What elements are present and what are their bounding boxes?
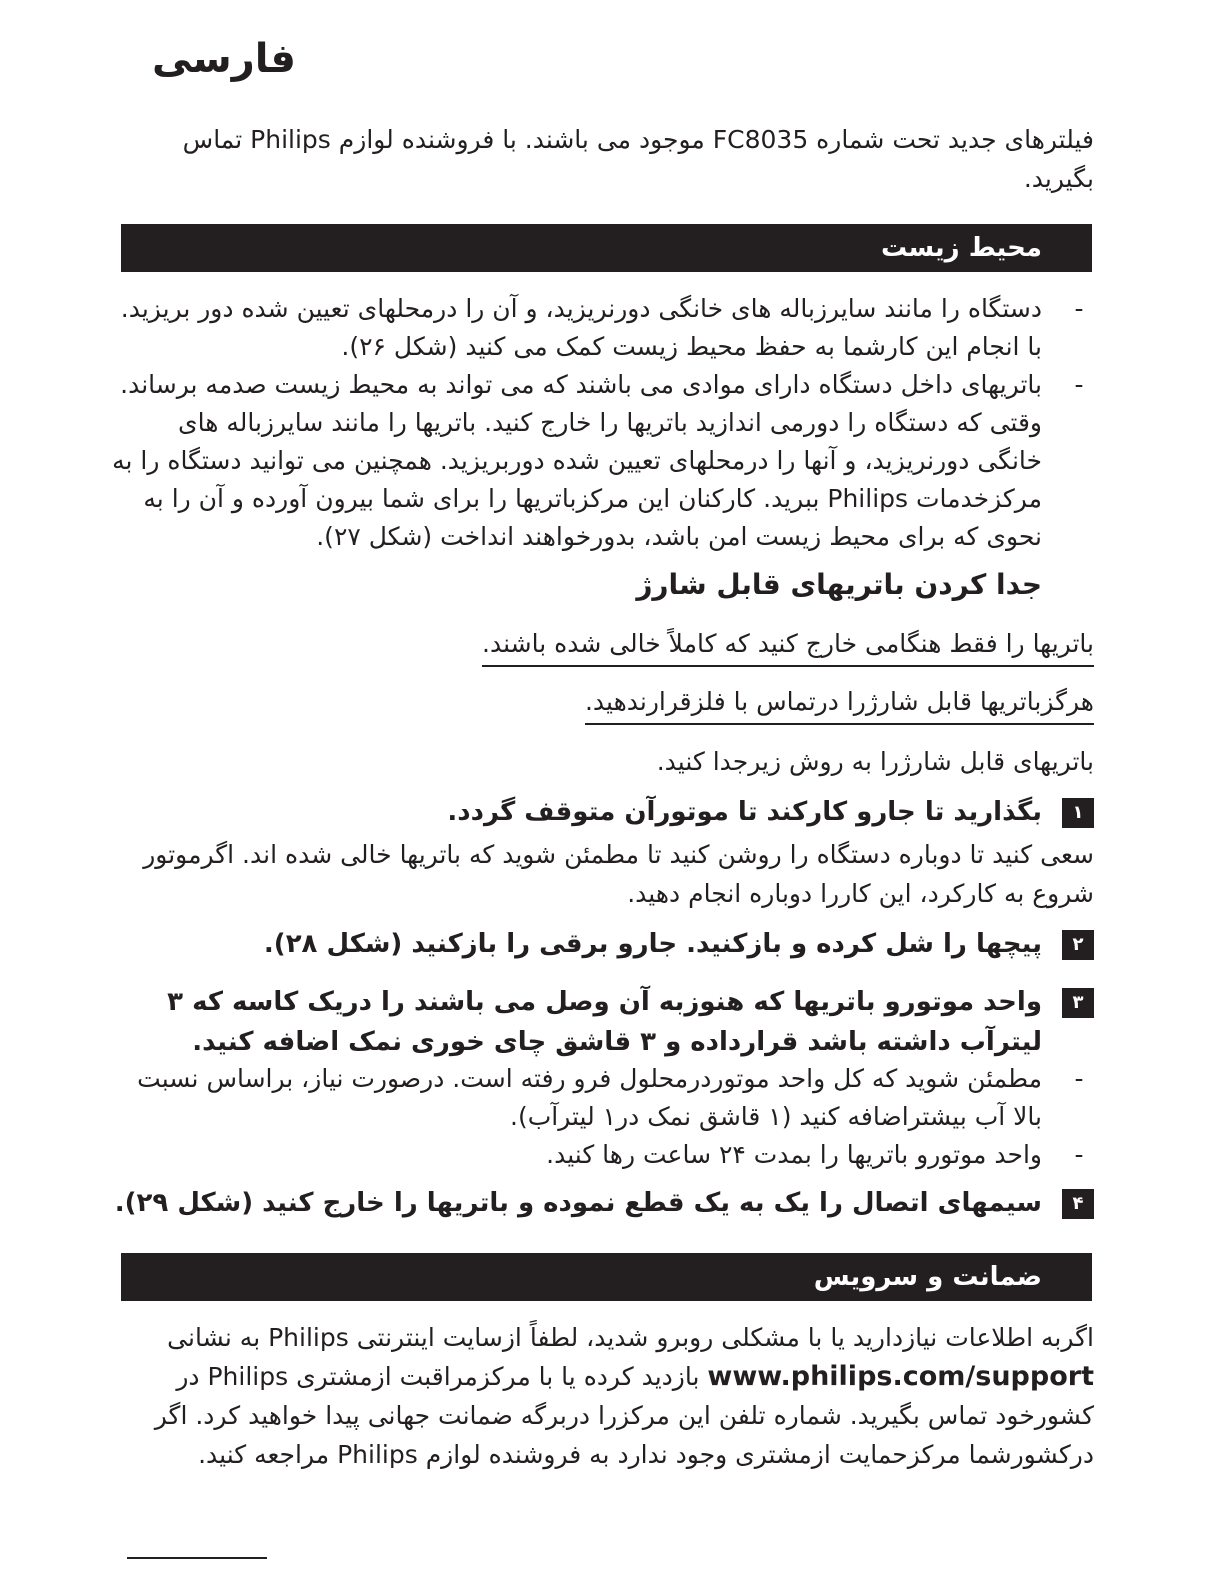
guarantee-heading-text: ضمانت و سرویس xyxy=(813,1262,1042,1292)
warning-block-2 xyxy=(109,683,1094,725)
guarantee-text-before-url: اگربه اطلاعات نیازدارید یا با مشکلی روبرو شدید، لطفاً ازسایت اینترنتی Philips به نشانی xyxy=(167,1323,1094,1352)
step-text: واحد موتورو باتریها که هنوزبه آن وصل می باشند را دریک کاسه که ۳ لیترآب داشته باشد قرارداده و ۳ قاشق چای خوری نمک اضافه کنید. xyxy=(167,987,1042,1057)
step-text: پیچها را شل کرده و بازکنید. جارو برقی را بازکنید (شکل ۲۸). xyxy=(263,929,1042,959)
intro-block xyxy=(114,120,1094,198)
step-text: بگذارید تا جارو کارکند تا موتورآن متوقف گردد. xyxy=(447,797,1042,827)
battery-heading-block xyxy=(142,568,1042,601)
step-number-badge: ۳ xyxy=(1062,988,1094,1018)
instruction-text: باتریهای قابل شارژرا به روش زیرجدا کنید. xyxy=(656,747,1094,776)
list-item xyxy=(109,1136,1094,1174)
step-text: سیمهای اتصال را یک به یک قطع نموده و باتریها را خارج کنید (شکل ۲۹). xyxy=(114,1188,1042,1218)
step-3-bullets xyxy=(109,1060,1094,1174)
step-row xyxy=(109,792,1094,832)
list-item xyxy=(109,366,1094,556)
instruction-block xyxy=(109,742,1094,781)
step-3 xyxy=(109,982,1094,1062)
guarantee-block xyxy=(109,1318,1094,1474)
list-item-text: باتریهای داخل دستگاه دارای موادی می باشند که می تواند به محیط زیست صدمه برساند. وقتی که دستگاه را دورمی اندازید باتریها را خارج کنید. باتریها را مانند سایرزباله های خانگی دورنریزید، و آنها را درمحلهای تعیین شده دوربریزید. همچنین می توانید دستگاه را به مرکزخدمات Philips ببرید. کارکنان این مرکزباتریها را برای شما بیرون آورده و آن را به نحوی که برای محیط زیست امن باشد، بدورخواهند انداخت (شکل ۲۷). xyxy=(112,370,1042,551)
guarantee-paragraph xyxy=(109,1318,1094,1474)
list-item xyxy=(109,290,1094,366)
step-1 xyxy=(109,792,1094,832)
step-number-badge: ۲ xyxy=(1062,930,1094,960)
environment-list-block xyxy=(109,290,1094,556)
warning-block-1 xyxy=(109,625,1094,667)
step-row xyxy=(109,1183,1094,1223)
step-row xyxy=(109,982,1094,1062)
step-3-notes-block xyxy=(109,1060,1094,1174)
environment-list xyxy=(109,290,1094,556)
list-item-text: دستگاه را مانند سایرزباله های خانگی دورنریزید، و آن را درمحلهای تعیین شده دور بریزید. با انجام این کارشما به حفظ محیط زیست کمک می کنید (شکل ۲۶). xyxy=(120,294,1042,361)
list-dash: - xyxy=(1074,370,1084,399)
list-item xyxy=(109,1060,1094,1136)
warning-text-1: باتریها را فقط هنگامی خارج کنید که کاملاً خالی شده باشند. xyxy=(482,625,1094,667)
step-1-note-block xyxy=(109,835,1094,913)
section-heading-environment xyxy=(121,224,1092,272)
intro-paragraph: فیلترهای جدید تحت شماره FC8035 موجود می باشند. با فروشنده لوازم Philips تماس بگیرید. xyxy=(182,125,1094,193)
list-dash: - xyxy=(1074,294,1084,323)
list-item-text: واحد موتورو باتریها را بمدت ۲۴ ساعت رها کنید. xyxy=(546,1140,1042,1169)
warning-text-2: هرگزباتریها قابل شارژرا درتماس با فلزقرارندهید. xyxy=(585,683,1094,725)
list-dash: - xyxy=(1074,1064,1084,1093)
footer-rule xyxy=(127,1557,267,1559)
language-title: فارسی xyxy=(151,36,296,82)
guarantee-text-after-url: بازدید کرده یا با مرکزمراقبت ازمشتری Philips در کشورخود تماس بگیرید. شماره تلفن این مرکزرا دربرگه ضمانت جهانی پیدا خواهید کرد. اگر درکشورشما مرکزحمایت ازمشتری وجود ندارد به فروشنده لوازم Philips مراجعه کنید. xyxy=(154,1362,1094,1469)
step-4 xyxy=(109,1183,1094,1223)
step-1-note: سعی کنید تا دوباره دستگاه را روشن کنید تا مطمئن شوید که باتریها خالی شده اند. اگرموتور شروع به کارکرد، این کاررا دوباره انجام دهید. xyxy=(143,840,1094,908)
environment-heading-text: محیط زیست xyxy=(880,233,1042,263)
step-row xyxy=(109,924,1094,964)
list-item-text: مطمئن شوید که کل واحد موتوردرمحلول فرو رفته است. درصورت نیاز، براساس نسبت بالا آب بیشتراضافه کنید (۱ قاشق نمک در۱ لیترآب). xyxy=(137,1064,1042,1131)
step-number-badge: ۴ xyxy=(1062,1189,1094,1219)
section-heading-guarantee xyxy=(121,1253,1092,1301)
step-number-badge: ۱ xyxy=(1062,798,1094,828)
step-2 xyxy=(109,924,1094,964)
battery-removal-heading: جدا کردن باتریهای قابل شارژ xyxy=(636,568,1042,601)
support-url-link[interactable]: www.philips.com/support xyxy=(707,1361,1094,1392)
list-dash: - xyxy=(1074,1140,1084,1169)
